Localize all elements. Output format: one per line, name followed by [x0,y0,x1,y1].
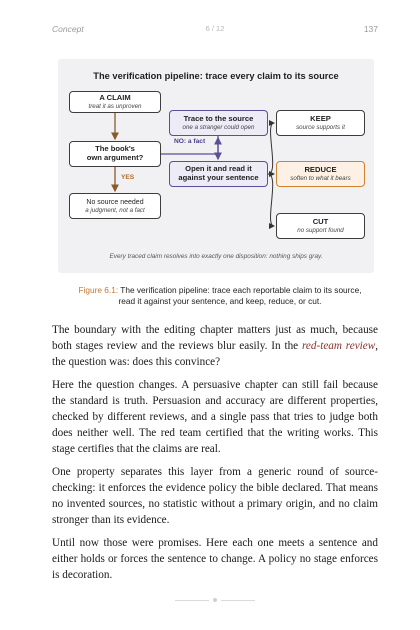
footer-rule-right [221,600,255,601]
node-keep-label: KEEP [310,113,331,123]
page-number: 137 [363,24,378,34]
node-reduce [276,161,365,187]
paragraph-1-end: , the question was: does this convince? [52,340,379,368]
node-read-line2: against your sentence [178,173,259,182]
node-trace-to-source [169,110,268,136]
arrow-read-to-keep [268,123,274,174]
footer-dot [213,598,217,602]
node-book-line2: own argument? [86,153,144,162]
node-a-claim-label: A CLAIM [99,92,131,102]
caption-line2: read it against your sentence, and keep, reduce, or cut. [118,296,322,306]
red-team-review-link[interactable]: red-team review [301,340,376,352]
node-a-claim-sub: treat it as unproven [88,103,142,111]
figure-title: The verification pipeline: trace every claim to its source [93,71,339,81]
node-books-own-argument [69,141,161,167]
page-counter: 6 / 12 [205,24,225,33]
node-trace-sub: one a stranger could open [182,124,255,132]
caption-label: Figure 6.1: [78,285,119,295]
node-open-and-read [169,161,268,187]
paragraph-4: Until now those were promises. Here each one meets a sentence and either holds or forces the sentence to change. A policy no stage enforces is decoration. [52,537,378,581]
footer-rule-left [175,600,209,601]
edge-label-no-fact: NO: a fact [174,138,206,145]
paragraph-3: One property separates this layer from a generic round of source-checking: it enforces the evidence policy the bible declared. That means no invented sources, no statistic without a primary origin, and no claim stronger than its evidence. [52,466,378,526]
node-cut [276,213,365,239]
footer-ornament [175,597,255,603]
running-head [52,24,378,38]
node-reduce-label: REDUCE [304,164,337,174]
figure-note: Every traced claim resolves into exactly one disposition: nothing ships gray. [109,253,323,260]
node-no-source-needed [69,193,161,219]
node-a-claim [69,91,161,113]
paragraph-2: Here the question changes. A persuasive chapter can still fail because the standard is truth. Persuasion and accuracy are different properties, checked by different reviews, and a single pass that tries to judge both does neither well. The red team certified that the writing works. This stage certifies that the claims are real. [52,379,378,455]
node-read-line1: Open it and read it [185,164,252,174]
figure-panel [58,59,374,273]
node-keep-sub: source supports it [296,124,345,132]
node-no-source-sub: a judgment, not a fact [85,206,145,214]
node-trace-label: Trace to the source [183,113,254,123]
running-head-section: Concept [52,24,84,34]
node-book-line1: The book's [95,144,135,154]
node-no-source-label: No source needed [86,198,144,206]
edge-label-yes: YES [121,174,135,181]
body-text [52,322,378,590]
node-reduce-sub: soften to what it bears [290,175,351,183]
node-cut-label: CUT [312,216,329,226]
paragraph-1-start: The boundary with the editing chapter matters just as much, because both stages review and the reviews blur easily. In the [52,324,378,352]
node-cut-sub: no support found [297,227,344,235]
node-keep [276,110,365,136]
paragraph-1 [52,322,378,370]
caption-line1: The verification pipeline: trace each reportable claim to its source, [118,285,362,295]
arrow-read-to-cut [268,174,274,226]
figure-caption [70,285,370,307]
